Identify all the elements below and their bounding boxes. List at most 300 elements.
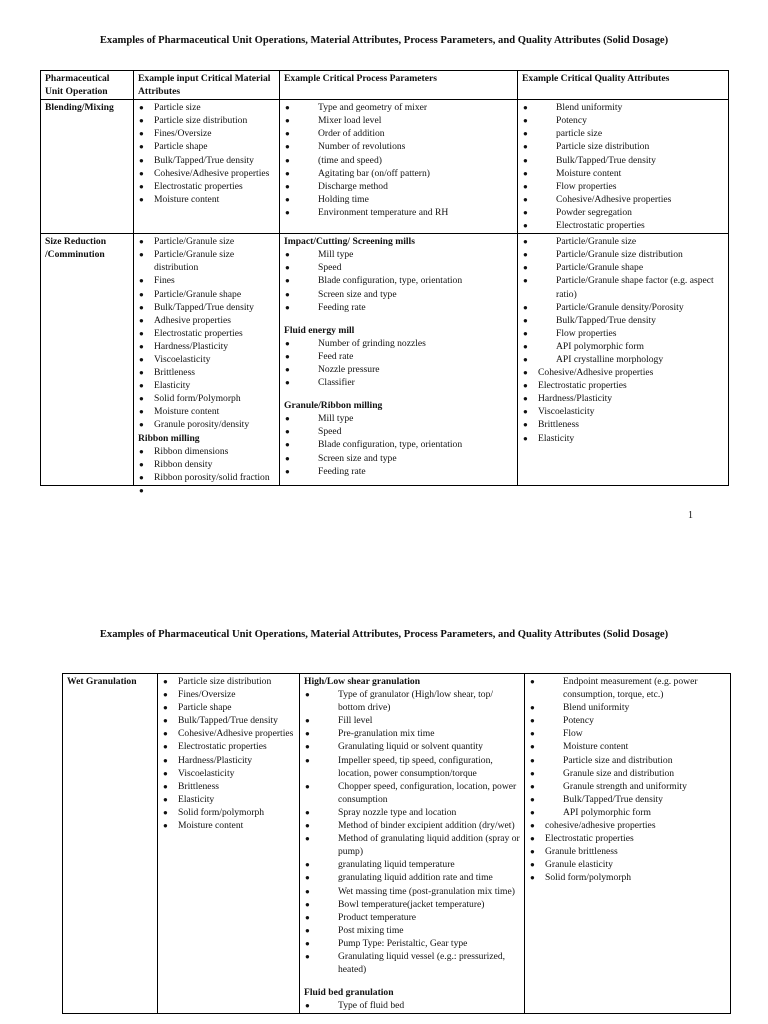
bullet-icon: ● (523, 181, 528, 191)
list-item-text: Particle size distribution (154, 115, 248, 127)
bullet-icon: ● (523, 237, 528, 247)
list-item-text: Impeller speed, tip speed, configuration, location, power consumption/torque (338, 754, 493, 779)
list-item-text: Pre-granulation mix time (338, 728, 435, 740)
list-item (284, 154, 513, 167)
bullet-icon: ● (285, 440, 290, 450)
list-item (138, 248, 275, 274)
list-item-text: Elasticity (154, 380, 191, 392)
list-item-text: Feeding rate (318, 465, 366, 477)
bullet-icon: ● (530, 716, 535, 726)
list-item-text: Mill type (318, 249, 354, 261)
list-item (162, 675, 295, 688)
list-item-text: Granulating liquid or solvent quantity (338, 741, 483, 753)
list-item (522, 432, 724, 445)
bullet-icon: ● (139, 485, 144, 495)
bullet-icon: ● (523, 263, 528, 273)
list-item (284, 261, 513, 274)
list-item-text: Fines (154, 275, 175, 287)
list-item-text: Electrostatic properties (154, 180, 243, 192)
list-item-text: Wet massing time (post-granulation mix time) (338, 885, 515, 897)
list-item (138, 235, 275, 248)
list-item-text: Mill type (318, 413, 354, 425)
list-item-text: Product temperature (338, 911, 417, 923)
list-item (304, 806, 520, 819)
list-item (304, 999, 520, 1012)
bullet-icon: ● (285, 364, 290, 374)
quality-wet-granulation (525, 674, 731, 1014)
list-item-text: Ribbon dimensions (154, 445, 229, 457)
header-unit-operation: Pharmaceutical Unit Operation (41, 71, 134, 100)
list-item (304, 911, 520, 924)
quality-list (529, 675, 726, 819)
list-item (284, 301, 513, 314)
list-item (522, 379, 724, 392)
list-item (304, 740, 520, 753)
list-item-text: Solid form/Polymorph (154, 393, 241, 405)
list-item-text: Blade configuration, type, orientation (318, 275, 463, 287)
list-item-text: Particle shape (178, 702, 232, 714)
bullet-icon: ● (305, 873, 310, 883)
list-item-text: granulating liquid addition rate and time (338, 872, 493, 884)
list-item (284, 206, 513, 219)
list-item-text: Fines/Oversize (178, 689, 236, 701)
list-item (284, 337, 513, 350)
list-item-text: Moisture content (556, 167, 622, 179)
fluid-bed-heading: Fluid bed granulation (304, 987, 394, 999)
list-item-text: Particle/Granule shape (556, 262, 644, 274)
list-item (304, 858, 520, 871)
bullet-icon: ● (285, 302, 290, 312)
list-item (522, 261, 724, 274)
list-item (529, 819, 726, 832)
list-item (138, 327, 275, 340)
list-item (138, 127, 275, 140)
bullet-icon: ● (285, 194, 290, 204)
quality-list (522, 235, 724, 366)
list-item (138, 405, 275, 418)
bullet-icon: ● (163, 703, 168, 713)
list-item (284, 425, 513, 438)
bullet-icon: ● (139, 368, 144, 378)
list-item-text: Particle shape (154, 141, 208, 153)
list-item-text: Screen size and type (318, 288, 397, 300)
list-item (304, 924, 520, 937)
bullet-icon: ● (305, 886, 310, 896)
granule-list (284, 412, 513, 477)
bullet-icon: ● (139, 381, 144, 391)
list-item (522, 314, 724, 327)
bullet-icon: ● (530, 821, 535, 831)
bullet-icon: ● (523, 381, 528, 391)
list-item-text: Screen size and type (318, 452, 397, 464)
materials-list (162, 675, 295, 832)
list-item (522, 340, 724, 353)
list-item (304, 688, 520, 714)
list-item (522, 154, 724, 167)
ribbon-list (138, 445, 275, 495)
list-item (522, 114, 724, 127)
process-blending (280, 100, 518, 234)
list-item-text: Cohesive/Adhesive properties (154, 167, 270, 179)
list-item-text: Bulk/Tapped/True density (556, 154, 656, 166)
list-item-text: Discharge method (318, 180, 388, 192)
bullet-icon: ● (139, 328, 144, 338)
list-item-text: Bulk/Tapped/True density (563, 793, 663, 805)
list-item-text: Particle size and distribution (563, 754, 673, 766)
list-item (162, 780, 295, 793)
fluid-list (284, 337, 513, 389)
list-item (304, 950, 520, 976)
header-quality-attributes: Example Critical Quality Attributes (518, 71, 729, 100)
list-item (284, 274, 513, 287)
materials-blending (134, 100, 280, 234)
list-item (284, 452, 513, 465)
bullet-icon: ● (139, 302, 144, 312)
list-item-text: Order of addition (318, 128, 385, 140)
bullet-icon: ● (163, 677, 168, 686)
bullet-icon: ● (530, 873, 535, 883)
list-item (522, 206, 724, 219)
bullet-icon: ● (139, 142, 144, 152)
bullet-icon: ● (163, 755, 168, 765)
list-item-text: Bulk/Tapped/True density (556, 314, 656, 326)
list-item (162, 754, 295, 767)
list-item-text: Cohesive/Adhesive properties (178, 728, 294, 740)
quality-blending (518, 100, 729, 234)
bullet-icon: ● (285, 103, 290, 113)
fluid-energy-heading: Fluid energy mill (284, 324, 355, 336)
list-item-text: Spray nozzle type and location (338, 806, 457, 818)
list-item (138, 167, 275, 180)
materials-list (138, 235, 275, 431)
list-item (284, 376, 513, 389)
bullet-icon: ● (305, 781, 310, 791)
list-item (522, 392, 724, 405)
bullet-icon: ● (305, 742, 310, 752)
list-item-text: Cohesive/Adhesive properties (556, 193, 672, 205)
list-item-text: Moisture content (154, 406, 220, 418)
quality-list-plain (522, 366, 724, 445)
bullet-icon: ● (523, 194, 528, 204)
list-item-text: Fines/Oversize (154, 128, 212, 140)
list-item (138, 180, 275, 193)
list-item (138, 379, 275, 392)
bullet-icon: ● (285, 207, 290, 217)
list-item-text: Type of fluid bed (338, 1000, 405, 1012)
list-item-text: Bulk/Tapped/True density (178, 715, 278, 727)
bullet-icon: ● (163, 716, 168, 726)
bullet-icon: ● (139, 472, 144, 482)
list-item-text: Speed (318, 426, 342, 438)
bullet-icon: ● (139, 394, 144, 404)
list-item-text: granulating liquid temperature (338, 859, 455, 871)
list-item (138, 392, 275, 405)
process-wet-granulation (300, 674, 525, 1014)
list-item (162, 806, 295, 819)
operation-blending: Blending/Mixing (41, 100, 134, 234)
bullet-icon: ● (139, 194, 144, 204)
list-item (162, 688, 295, 701)
list-item-text: Moisture content (178, 820, 244, 832)
list-item (284, 167, 513, 180)
document-title: Examples of Pharmaceutical Unit Operations, Material Attributes, Process Parameters, and Quality Attributes (Solid Dosage) (99, 629, 669, 640)
list-item-text: Agitating bar (on/off pattern) (318, 167, 430, 179)
bullet-icon: ● (163, 807, 168, 817)
list-item (162, 793, 295, 806)
bullet-icon: ● (285, 289, 290, 299)
bullet-icon: ● (285, 351, 290, 361)
list-item (138, 458, 275, 471)
operation-size-reduction: Size Reduction /Comminution (41, 234, 134, 486)
list-item-text: cohesive/adhesive properties (545, 820, 656, 832)
list-item (529, 806, 726, 819)
bullet-icon: ● (523, 155, 528, 165)
list-item (304, 780, 520, 806)
list-item-text: Hardness/Plasticity (154, 340, 229, 352)
bullet-icon: ● (285, 466, 290, 476)
list-item (529, 767, 726, 780)
list-item (304, 727, 520, 740)
list-item-text: Endpoint measurement (e.g. power consumption, torque, etc.) (563, 676, 698, 701)
list-item-text: Ribbon density (154, 458, 213, 470)
bullet-icon: ● (523, 354, 528, 364)
list-item (138, 314, 275, 327)
bullet-icon: ● (523, 420, 528, 430)
list-item (138, 418, 275, 431)
materials-size-reduction (134, 234, 280, 495)
bullet-icon: ● (530, 703, 535, 713)
list-item-text: Nozzle pressure (318, 363, 380, 375)
list-item-text: Elasticity (178, 793, 215, 805)
list-item-text: Cohesive/Adhesive properties (538, 367, 654, 379)
bullet-icon: ● (285, 453, 290, 463)
bullet-icon: ● (139, 276, 144, 286)
list-item-text: Bulk/Tapped/True density (154, 154, 254, 166)
list-item-text: Blend uniformity (563, 702, 630, 714)
bullet-icon: ● (285, 142, 290, 152)
list-item-text: Classifier (318, 377, 355, 389)
list-item (138, 140, 275, 153)
bullet-icon: ● (285, 263, 290, 273)
header-material-attributes: Example input Critical Material Attributes (134, 71, 280, 100)
list-item-text: Ribbon porosity/solid fraction (154, 471, 270, 483)
list-item-text: Electrostatic properties (178, 741, 267, 753)
bullet-icon: ● (305, 899, 310, 909)
list-item-text: Bowl temperature(jacket temperature) (338, 898, 485, 910)
list-item (304, 819, 520, 832)
list-item (522, 101, 724, 114)
bullet-icon: ● (305, 951, 310, 961)
bullet-icon: ● (530, 794, 535, 804)
list-item (162, 767, 295, 780)
list-item (522, 327, 724, 340)
bullet-icon: ● (305, 912, 310, 922)
bullet-icon: ● (139, 129, 144, 139)
list-item-text: Granule elasticity (545, 859, 613, 871)
unit-operations-table-page2 (62, 673, 731, 1014)
bullet-icon: ● (523, 250, 528, 260)
bullet-icon: ● (523, 221, 528, 231)
bullet-icon: ● (523, 433, 528, 443)
list-item-text: Number of grinding nozzles (318, 337, 426, 349)
bullet-icon: ● (163, 781, 168, 791)
list-item-text: Fill level (338, 715, 373, 727)
list-item (522, 366, 724, 379)
list-item (522, 405, 724, 418)
list-item (138, 101, 275, 114)
list-item (138, 274, 275, 287)
list-item-text: Granule porosity/density (154, 419, 250, 431)
list-item-text: Blade configuration, type, orientation (318, 439, 463, 451)
list-item (138, 154, 275, 167)
bullet-icon: ● (305, 821, 310, 831)
list-item-text: Particle size distribution (556, 141, 650, 153)
bullet-icon: ● (163, 794, 168, 804)
bullet-icon: ● (285, 155, 290, 165)
bullet-icon: ● (305, 716, 310, 726)
list-item (529, 832, 726, 845)
bullet-icon: ● (523, 276, 528, 286)
list-item-text: Electrostatic properties (556, 220, 645, 232)
list-item (529, 675, 726, 701)
list-item (522, 219, 724, 232)
bullet-icon: ● (305, 755, 310, 765)
list-item (162, 701, 295, 714)
list-item (529, 871, 726, 884)
list-item-text: Mixer load level (318, 115, 382, 127)
list-item (529, 793, 726, 806)
list-item-text: Particle size (154, 102, 201, 114)
list-item (284, 101, 513, 114)
list-item (284, 114, 513, 127)
list-item (522, 127, 724, 140)
list-item-text: Particle size distribution (178, 676, 272, 687)
bullet-icon: ● (139, 341, 144, 351)
table-row-blending (41, 100, 729, 234)
list-item-text: Particle/Granule size (556, 236, 637, 248)
bullet-icon: ● (285, 250, 290, 260)
operation-wet-granulation: Wet Granulation (63, 674, 158, 1014)
list-item-text: Granule size and distribution (563, 767, 675, 779)
bullet-icon: ● (285, 168, 290, 178)
bullet-icon: ● (163, 729, 168, 739)
ribbon-milling-heading: Ribbon milling (138, 432, 200, 444)
list-item (529, 714, 726, 727)
list-item (522, 353, 724, 366)
bullet-icon: ● (523, 168, 528, 178)
list-item (304, 937, 520, 950)
bullet-icon: ● (523, 129, 528, 139)
list-item (304, 754, 520, 780)
bullet-icon: ● (305, 690, 310, 700)
list-item (284, 363, 513, 376)
list-item-text: Electrostatic properties (538, 380, 627, 392)
list-item-text: Particle/Granule density/Porosity (556, 301, 684, 313)
list-item (138, 193, 275, 206)
list-item (304, 898, 520, 911)
list-item-text: Speed (318, 262, 342, 274)
bullet-icon: ● (163, 821, 168, 831)
bullet-icon: ● (523, 328, 528, 338)
list-item (138, 366, 275, 379)
list-item (522, 167, 724, 180)
bullet-icon: ● (530, 807, 535, 817)
list-item (284, 140, 513, 153)
list-item-text: Granule strength and uniformity (563, 780, 687, 792)
page-number: 1 (688, 510, 693, 521)
unit-operations-table-page1 (40, 70, 729, 495)
list-item (284, 412, 513, 425)
shear-granulation-heading: High/Low shear granulation (304, 676, 421, 687)
list-item-text: Flow properties (556, 180, 617, 192)
list-item (138, 114, 275, 127)
list-item (138, 340, 275, 353)
bullet-icon: ● (305, 860, 310, 870)
list-item-text: Moisture content (563, 741, 629, 753)
list-item-text: Moisture content (154, 193, 220, 205)
list-item-text: Particle/Granule size (154, 236, 235, 248)
bullet-icon: ● (139, 407, 144, 417)
process-size-reduction (280, 234, 518, 486)
bullet-icon: ● (285, 129, 290, 139)
quality-list-plain (529, 819, 726, 884)
materials-list (138, 101, 275, 206)
bullet-icon: ● (530, 742, 535, 752)
list-item (138, 301, 275, 314)
list-item (284, 127, 513, 140)
bullet-icon: ● (530, 755, 535, 765)
list-item (522, 235, 724, 248)
bullet-icon: ● (139, 446, 144, 456)
list-item-text: Blend uniformity (556, 102, 623, 114)
bullet-icon: ● (163, 742, 168, 752)
materials-wet-granulation (158, 674, 300, 1014)
impact-list (284, 248, 513, 313)
table-row-size-reduction (41, 234, 729, 486)
bullet-icon: ● (285, 276, 290, 286)
list-item-text: API polymorphic form (563, 806, 651, 818)
bullet-icon: ● (305, 1001, 310, 1011)
bullet-icon: ● (139, 155, 144, 165)
bullet-icon: ● (523, 394, 528, 404)
bullet-icon: ● (139, 181, 144, 191)
bullet-icon: ● (139, 420, 144, 430)
list-item (529, 858, 726, 871)
bullet-icon: ● (530, 768, 535, 778)
list-item (529, 740, 726, 753)
list-item-text: Particle/Granule size distribution (154, 249, 235, 274)
list-item-text: Solid form/polymorph (545, 872, 632, 884)
bullet-icon: ● (530, 729, 535, 739)
list-item (284, 465, 513, 478)
list-item (284, 248, 513, 261)
list-item-text: Electrostatic properties (154, 327, 243, 339)
bullet-icon: ● (163, 768, 168, 778)
list-item-text: Viscoelasticity (538, 406, 595, 418)
list-item-text: Electrostatic properties (545, 833, 634, 845)
granule-milling-heading: Granule/Ribbon milling (284, 400, 383, 412)
list-item-text: (time and speed) (318, 154, 382, 166)
list-item (522, 248, 724, 261)
list-item (138, 353, 275, 366)
list-item-text: Feed rate (318, 350, 354, 362)
list-item-text: Viscoelasticity (178, 767, 235, 779)
list-item-text: Type of granulator (High/low shear, top/ bottom drive) (338, 689, 494, 714)
process-list (284, 101, 513, 219)
list-item-text: Method of granulating liquid addition (spray or pump) (338, 833, 520, 858)
bullet-icon: ● (523, 315, 528, 325)
list-item (522, 274, 724, 300)
